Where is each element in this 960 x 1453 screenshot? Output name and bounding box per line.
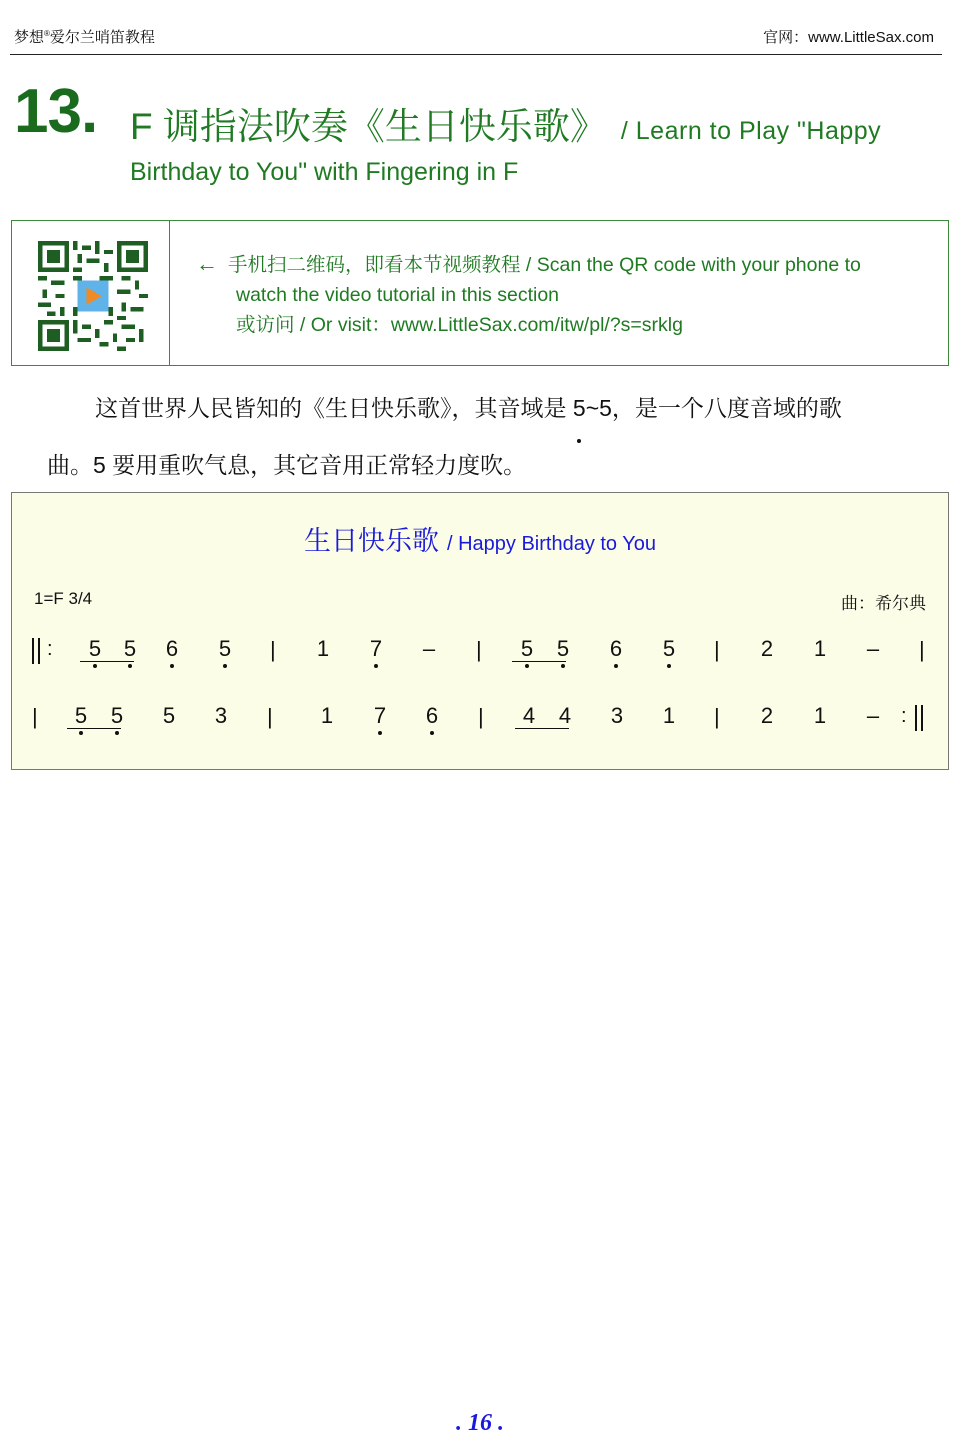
- note: 2: [760, 703, 774, 728]
- note-low-octave: 7: [370, 703, 390, 729]
- paragraph-text-2: ~5，是一个八度音域的歌: [585, 395, 842, 421]
- registered-mark: ®: [44, 29, 50, 38]
- page-number: . 16 .: [456, 1410, 504, 1436]
- note: 2: [760, 636, 774, 661]
- paragraph-text-1: 这首世界人民皆知的《生日快乐歌》，其音域是: [95, 395, 573, 421]
- header-divider: [10, 54, 942, 55]
- note-low-octave: 5: [517, 636, 537, 662]
- barline: |: [270, 637, 276, 662]
- barline: |: [714, 637, 720, 662]
- official-site: [763, 26, 934, 47]
- note-low-octave: 5: [553, 636, 573, 662]
- barline: |: [267, 704, 273, 729]
- repeat-end-colon: :: [901, 705, 907, 727]
- note: –: [866, 636, 880, 661]
- note-low-octave: 5: [659, 636, 679, 662]
- paragraph-line-2: 曲。5 要用重吹气息，其它音用正常轻力度吹。: [47, 452, 527, 478]
- qr-code-icon[interactable]: [38, 241, 148, 351]
- lesson-title-cn: F 调指法吹奏《生日快乐歌》: [130, 106, 607, 147]
- repeat-end-barline: [915, 705, 923, 731]
- note-low-octave: 6: [162, 636, 182, 662]
- barline: |: [32, 704, 38, 729]
- barline: |: [476, 637, 482, 662]
- book-title: 爱尔兰哨笛教程: [49, 29, 155, 46]
- qr-divider: [169, 221, 170, 365]
- note: –: [866, 703, 880, 728]
- qr-visit-link[interactable]: 或访问 / Or visit：www.LittleSax.com/itw/pl/?s=srklg: [236, 314, 683, 336]
- note-low-octave: 7: [366, 636, 386, 662]
- note: 1: [320, 703, 334, 728]
- barline: |: [714, 704, 720, 729]
- low-note-5: 5: [573, 380, 586, 437]
- lesson-title-en-1: / Learn to Play "Happy: [620, 117, 882, 145]
- note: 3: [610, 703, 624, 728]
- left-arrow-icon: ←: [196, 251, 218, 276]
- note-low-octave: 6: [606, 636, 626, 662]
- lesson-title-en-2: Birthday to You" with Fingering in F: [130, 158, 519, 186]
- note-low-octave: 5: [71, 703, 91, 729]
- note: 4: [522, 703, 536, 728]
- note: –: [422, 636, 436, 661]
- note-low-octave: 6: [422, 703, 442, 729]
- key-signature: 1=F 3/4: [34, 589, 93, 608]
- composer-credit: 曲：希尔典: [841, 594, 926, 613]
- brand-name: 梦想: [14, 29, 45, 46]
- repeat-start-colon: :: [47, 638, 53, 660]
- score-panel: [11, 492, 949, 770]
- site-url-link[interactable]: www.LittleSax.com: [808, 29, 934, 46]
- note: 4: [558, 703, 572, 728]
- video-qr-panel: [11, 220, 949, 366]
- qr-scan-text-2: watch the video tutorial in this section: [236, 284, 560, 306]
- note-low-octave: 5: [215, 636, 235, 662]
- note-low-octave: 5: [120, 636, 140, 662]
- lesson-paragraph: [47, 380, 942, 494]
- barline: |: [478, 704, 484, 729]
- score-title-en: / Happy Birthday to You: [446, 533, 657, 555]
- note: 1: [813, 636, 827, 661]
- site-label: 官网：: [763, 29, 809, 46]
- note: 3: [214, 703, 228, 728]
- note: 1: [316, 636, 330, 661]
- book-brand: [14, 26, 155, 47]
- lesson-number: 13.: [14, 77, 98, 146]
- lesson-title: [130, 96, 940, 150]
- note-low-octave: 5: [85, 636, 105, 662]
- score-title: [12, 519, 948, 558]
- score-title-cn: 生日快乐歌: [303, 526, 439, 556]
- note: 1: [662, 703, 676, 728]
- note: 5: [162, 703, 176, 728]
- barline: |: [919, 637, 925, 662]
- note: 1: [813, 703, 827, 728]
- qr-instructions: [196, 249, 861, 340]
- note-low-octave: 5: [107, 703, 127, 729]
- repeat-start-barline: [32, 638, 40, 664]
- qr-scan-text: 手机扫二维码，即看本节视频教程 / Scan the QR code with your phone to: [228, 254, 861, 276]
